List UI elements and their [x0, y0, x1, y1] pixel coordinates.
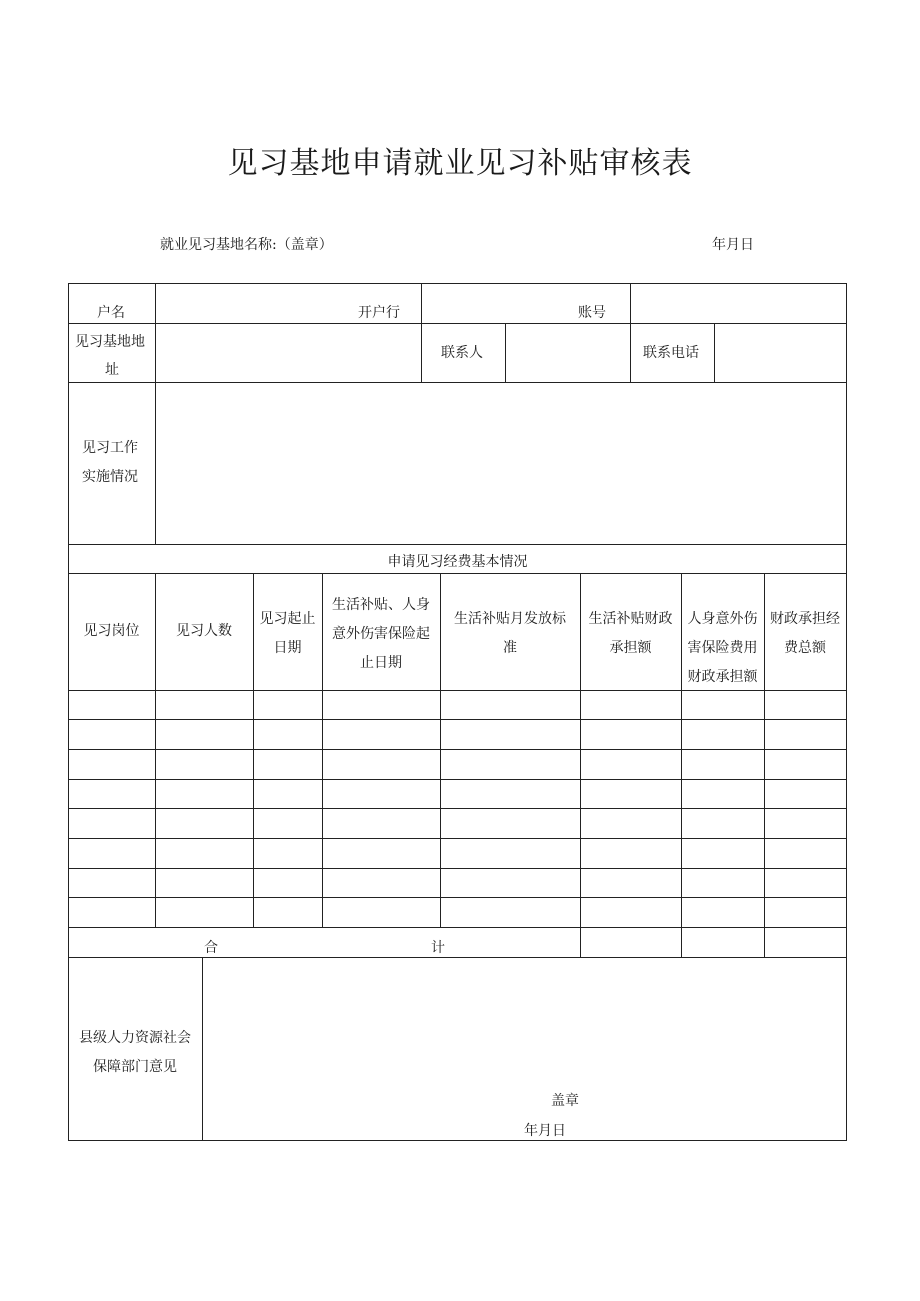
col-header-insurance-period-line: 止日期 — [360, 655, 402, 671]
col-header-period — [253, 605, 322, 663]
address-label-line1: 见习基地地 — [75, 334, 145, 350]
col-divider — [505, 323, 506, 382]
col-header-position: 见习岗位 — [83, 623, 140, 639]
table-border-right — [846, 283, 847, 1141]
col-header-count: 见习人数 — [176, 623, 232, 639]
opinion-seal-label: 盖章 — [551, 1093, 579, 1109]
opinion-label-line: 保障部门意见 — [93, 1059, 177, 1075]
col-header-period-line: 日期 — [273, 640, 302, 656]
account-number-label: 账号 — [578, 305, 606, 321]
col-header-insurance-fiscal-line: 财政承担额 — [687, 669, 758, 685]
row-divider — [68, 719, 847, 720]
col-header-insurance-period-line: 生活补贴、人身 — [332, 597, 430, 613]
col-header-insurance-fiscal-line: 人身意外伤 — [687, 611, 758, 627]
col-divider — [714, 323, 715, 382]
table-border-top — [68, 283, 847, 284]
col-header-insurance-fiscal-line: 害保险费用 — [687, 640, 758, 656]
implementation-label-line1: 见习工作 — [82, 440, 138, 456]
table-border-bottom — [68, 1140, 847, 1141]
row-divider — [68, 382, 847, 383]
col-header-monthly-standard — [440, 605, 580, 663]
total-label-he: 合 — [204, 940, 218, 956]
opinion-label — [68, 1024, 202, 1082]
account-name-label: 户名 — [97, 305, 125, 321]
base-name-label: 就业见习基地名称:（盖章） — [160, 237, 333, 253]
col-header-insurance-fiscal — [681, 605, 764, 692]
phone-label: 联系电话 — [643, 345, 699, 361]
row-divider — [68, 808, 847, 809]
row-divider — [68, 927, 847, 928]
address-label-line2: 址 — [105, 362, 119, 378]
col-divider — [155, 283, 156, 323]
col-divider — [421, 283, 422, 323]
row-divider — [68, 838, 847, 839]
implementation-label-line2: 实施情况 — [82, 469, 138, 485]
total-label-ji: 计 — [431, 940, 445, 956]
section-header: 申请见习经费基本情况 — [387, 554, 528, 570]
row-divider — [68, 897, 847, 898]
col-divider — [630, 283, 631, 323]
col-header-total-fiscal-line: 财政承担经 — [770, 611, 840, 627]
row-divider — [68, 749, 847, 750]
row-divider — [68, 868, 847, 869]
page-title: 见习基地申请就业见习补贴审核表 — [227, 146, 693, 181]
contact-label: 联系人 — [441, 345, 483, 361]
col-divider — [155, 323, 156, 382]
col-header-fiscal-subsidy — [580, 605, 681, 663]
col-header-fiscal-subsidy-line: 生活补贴财政 — [588, 611, 673, 627]
header-date-label: 年月日 — [712, 237, 754, 253]
col-divider — [202, 957, 203, 1140]
col-header-insurance-period-line: 意外伤害保险起 — [332, 626, 430, 642]
row-divider — [68, 957, 847, 958]
bank-label: 开户行 — [358, 305, 400, 321]
col-header-fiscal-subsidy-line: 承担额 — [609, 640, 652, 656]
row-divider — [68, 779, 847, 780]
col-header-monthly-standard-line: 生活补贴月发放标 — [454, 611, 566, 627]
row-divider — [68, 323, 847, 324]
row-divider — [68, 544, 847, 545]
opinion-date-label: 年月日 — [524, 1123, 566, 1139]
opinion-label-line: 县级人力资源社会 — [79, 1030, 191, 1046]
col-divider — [421, 323, 422, 382]
col-divider — [155, 382, 156, 544]
table-border-left — [68, 283, 69, 1141]
col-header-monthly-standard-line: 准 — [503, 640, 517, 656]
col-divider — [630, 323, 631, 382]
col-header-total-fiscal-line: 费总额 — [784, 640, 826, 656]
col-header-insurance-period — [322, 591, 440, 678]
col-header-total-fiscal — [764, 605, 846, 663]
col-header-period-line: 见习起止 — [259, 611, 316, 627]
